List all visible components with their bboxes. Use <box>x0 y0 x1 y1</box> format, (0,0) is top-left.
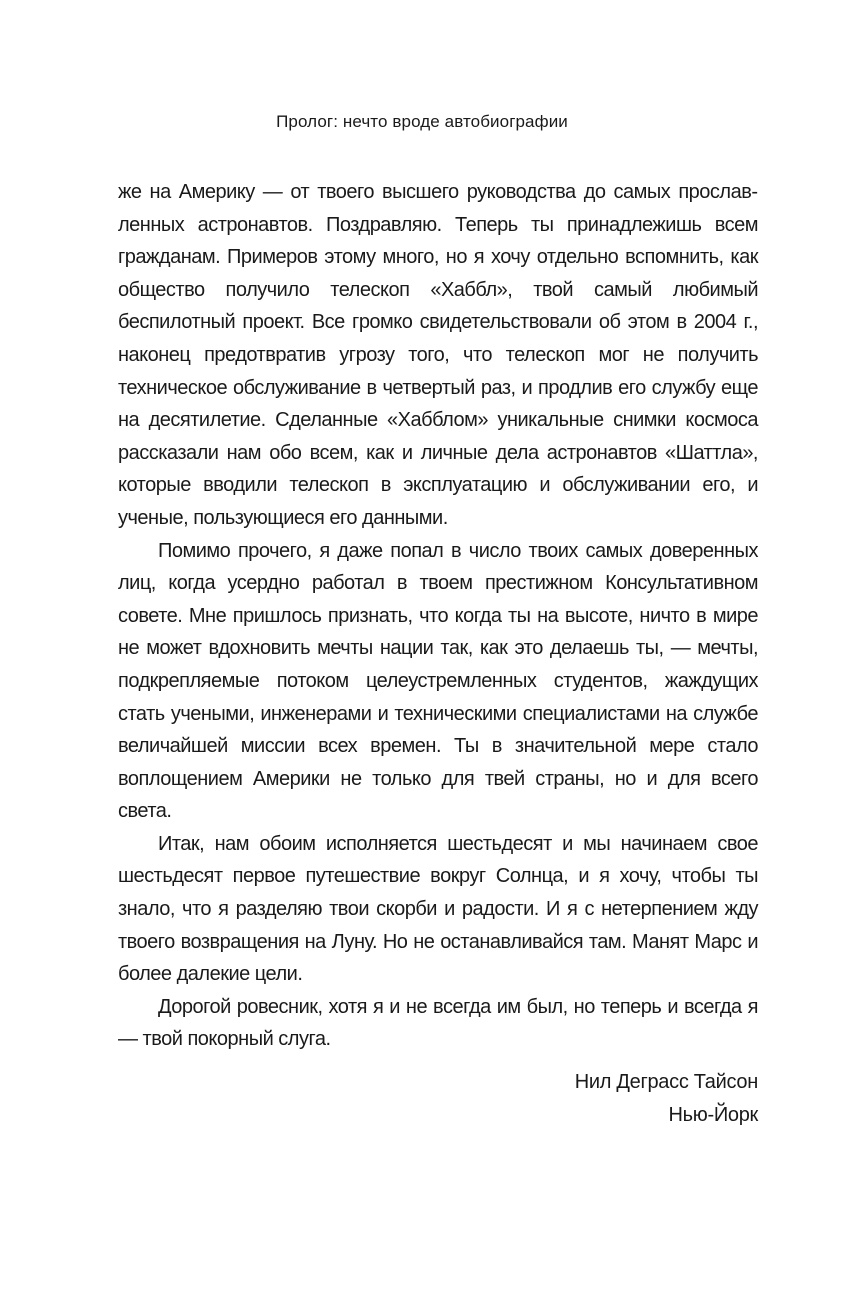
paragraph-1: же на Америку — от твоего высшего руководства до самых прославленных астронавтов. Поздравляю. Теперь ты принадлежишь всем гражданам. Примеров этому много, но я хочу отдельно вспомнить, как общество получило телескоп «Хаббл», твой самый любимый беспилотный проект. Все громко свидетельствовали об этом в 2004 г., наконец предотвратив угрозу того, что телескоп мог не получить техническое обслуживание в четвертый раз, и продлив его службу еще на десятилетие. Сделанные «Хабблом» уникальные снимки космоса рассказали нам обо всем, как и личные дела астронавтов «Шаттла», которые вводили телескоп в эксплуатацию и обслуживании его, и ученые, пользующиеся его данными. <box>118 181 758 529</box>
running-header: Пролог: нечто вроде автобиографии <box>276 112 568 131</box>
signature-city: Нью-Йорк <box>668 1104 758 1126</box>
signature-name: Нил Деграсс Тайсон <box>574 1071 758 1093</box>
paragraph-4: Дорогой ровесник, хотя я и не всегда им был, но теперь и всегда я — твой покорный слуга. <box>118 995 758 1051</box>
paragraph-3: Итак, нам обоим исполняется шестьдесят и мы начинаем свое шестьдесят первое путешествие вокруг Солнца, и я хочу, чтобы ты знало, что я разделяю твои скорби и радости. И я с нетерпением жду твоего возвращения на Луну. Но не останавливайся там. Манят Марс и более далекие цели. <box>118 832 758 986</box>
paragraph-2: Помимо прочего, я даже попал в число твоих самых доверенных лиц, когда усердно работал в твоем престижном Консультативном совете. Мне пришлось признать, что когда ты на высоте, ничто в мире не может вдохновить мечты нации так, как это делаешь ты, — мечты, подкрепляемые потоком целеустремленных студентов, жаждущих стать учеными, инженерами и техническими специалистами на службе величайшей миссии всех времен. Ты в значительной мере стало воплощением Америки не только для твей страны, но и для всего света. <box>118 539 758 823</box>
signature-block <box>575 1066 758 1132</box>
letter-body <box>118 176 758 1056</box>
